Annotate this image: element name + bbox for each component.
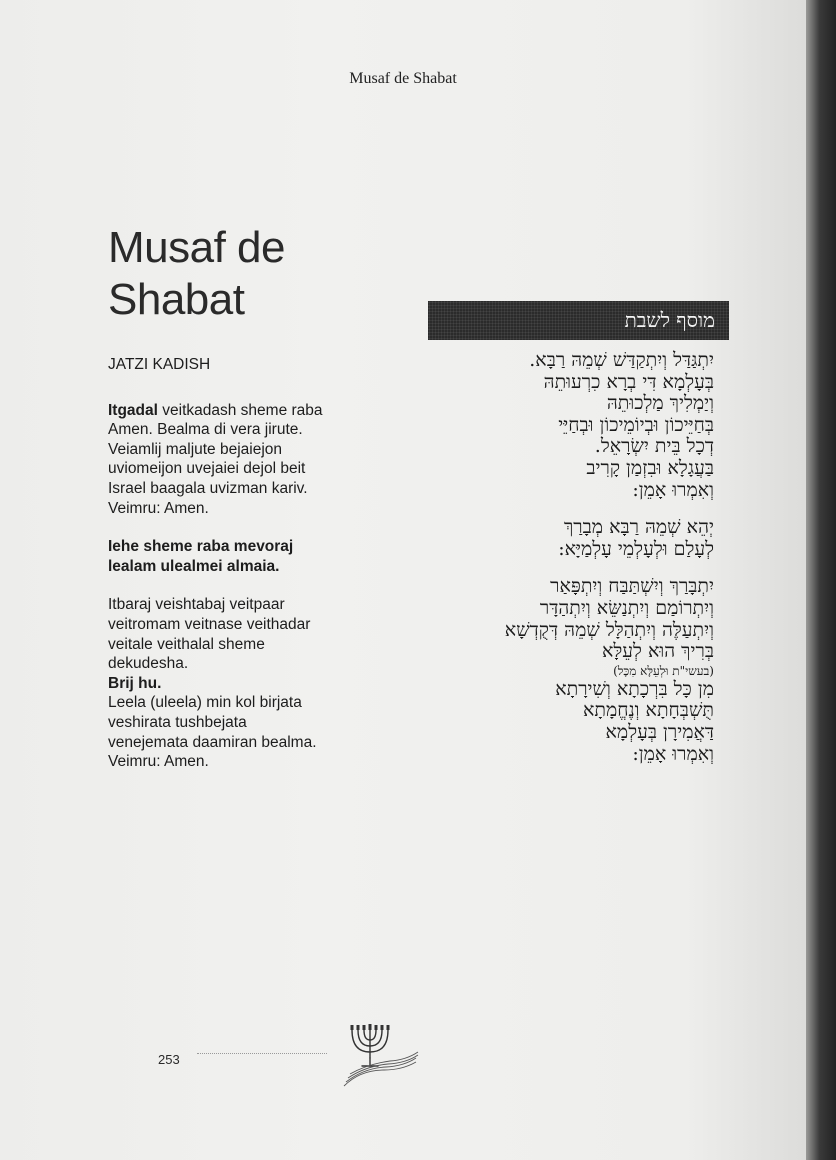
translit-paragraph-1 xyxy=(108,401,398,519)
translit-line: Iehe sheme raba mevoraj xyxy=(108,538,294,556)
translit-line: dekudesha. xyxy=(108,655,189,673)
translit-line: Veiamlij maljute bejaiejon xyxy=(108,440,283,458)
page-title xyxy=(108,222,368,326)
hebrew-paragraph-2 xyxy=(400,517,714,560)
hebrew-line: יִתְבָּרַךְ וְיִשְׁתַּבַּח וְיִתְפָּאַר xyxy=(550,575,714,598)
translit-bold-word: Itgadal xyxy=(108,401,158,419)
translit-line: Amen. Bealma di vera jirute. xyxy=(108,421,303,439)
translit-line: uviomeijon uvejaiei dejol beit xyxy=(108,460,306,478)
translit-line: veitromam veitnase veithadar xyxy=(108,615,311,633)
translit-line: venejemata daamiran bealma. xyxy=(108,733,317,751)
hebrew-line: וְאִמְרוּ אָמֵן: xyxy=(632,478,714,501)
hebrew-line: וְאִמְרוּ אָמֵן: xyxy=(632,742,714,765)
translit-line: lealam ulealmei almaia. xyxy=(108,557,280,575)
hebrew-line: יִתְגַּדַּל וְיִתְקַדַּשׁ שְׁמֵהּ רַבָּא. xyxy=(529,349,714,371)
footer-rule xyxy=(197,1053,327,1054)
translit-line-bold: Brij hu. xyxy=(108,674,162,692)
hebrew-paragraph-3 xyxy=(400,576,714,765)
hebrew-line: בְּחַיֵּיכוֹן וּבְיוֹמֵיכוֹן וּבְחַיֵּי xyxy=(558,413,714,436)
hebrew-line: תֻּשְׁבְּחָתָא וְנֶחֱמָתָא xyxy=(582,699,714,722)
running-head: Musaf de Shabat xyxy=(349,70,457,87)
hebrew-paragraph-1 xyxy=(400,350,714,501)
translit-line: Veimru: Amen. xyxy=(108,753,209,771)
section-heading: JATZI KADISH xyxy=(108,356,211,373)
bleed-through xyxy=(450,140,454,155)
translit-line: veshirata tushbejata xyxy=(108,713,247,731)
page-number: 253 xyxy=(158,1052,180,1067)
hebrew-heading-bar: מוסף לשבת xyxy=(428,301,729,340)
transliteration-column xyxy=(108,355,398,772)
translit-line: veitale veithalal sheme xyxy=(108,635,265,653)
hebrew-line: וְיִתְעַלֶּה וְיִתְהַלָּל שְׁמֵהּ דְּקֻדְשָׁא xyxy=(504,618,714,641)
hebrew-line-small: (בעשי"ת וּלְעֵלָּא מִכָּל) xyxy=(613,663,714,678)
book-spine-shadow xyxy=(806,0,836,1160)
hebrew-line: וְיִתְרוֹמַם וְיִתְנַשֵּׂא וְיִתְהַדָּר xyxy=(539,596,714,619)
translit-line: Israel baagala uvizman kariv. xyxy=(108,479,308,497)
hebrew-column xyxy=(400,350,714,765)
translit-line: Leela (uleela) min kol birjata xyxy=(108,694,302,712)
page-title-line: Musaf de xyxy=(108,223,285,272)
translit-line-rest: veitkadash sheme raba xyxy=(157,401,323,419)
translit-paragraph-2 xyxy=(108,537,398,576)
translit-line: Itbaraj veishtabaj veitpaar xyxy=(108,596,285,614)
hebrew-line: בַּעֲגָלָא וּבִזְמַן קָרִיב xyxy=(586,456,714,479)
menorah-icon xyxy=(340,1020,420,1090)
page-title-line: Shabat xyxy=(108,275,245,324)
translit-line xyxy=(108,401,398,421)
translit-paragraph-3 xyxy=(108,595,398,693)
hebrew-line: וְיַמְלִיךְ מַלְכוּתֵהּ xyxy=(606,392,714,415)
hebrew-line: יְהֵא שְׁמֵהּ רַבָּא מְבָרַךְ xyxy=(563,516,714,539)
hebrew-line: דְכָל בֵּית יִשְׂרָאֵל. xyxy=(594,435,714,458)
translit-paragraph-4 xyxy=(108,693,398,771)
translit-line: Veimru: Amen. xyxy=(108,499,209,517)
hebrew-line: בְּרִיךְ הוּא לְעֵלָּא xyxy=(601,640,714,663)
hebrew-line: בְּעָלְמָא דִּי בְרָא כִרְעוּתֵהּ xyxy=(543,370,714,393)
hebrew-line: לְעָלַם וּלְעָלְמֵי עָלְמַיָּא: xyxy=(558,537,714,560)
hebrew-line: דַּאֲמִירָן בְּעָלְמָא xyxy=(605,720,714,743)
hebrew-line: מִן כָּל בִּרְכָתָא וְשִׁירָתָא xyxy=(555,677,714,700)
